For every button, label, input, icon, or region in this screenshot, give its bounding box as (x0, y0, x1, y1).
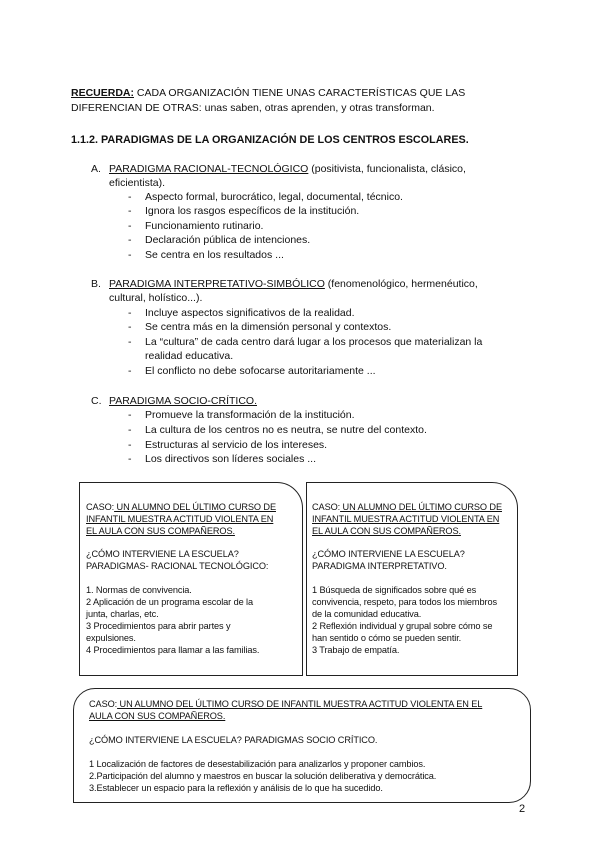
paradigm-c-item: Los directivos son líderes sociales ... (145, 453, 316, 465)
paradigm-a-item: Se centra en los resultados ... (145, 249, 284, 261)
bullet-dash: - (128, 205, 132, 217)
intro-text-1: CADA ORGANIZACIÓN TIENE UNAS CARACTERÍSTICAS QUE LAS (134, 87, 466, 99)
bullet-dash: - (128, 307, 132, 319)
paradigm-b-desc2: cultural, holístico...). (109, 292, 203, 304)
paradigm-c-letter: C. (91, 395, 102, 407)
paradigm-a-item: Ignora los rasgos específicos de la institución. (145, 205, 360, 217)
case-text: UN ALUMNO DEL ÚLTIMO CURSO DE INFANTIL MUESTRA ACTITUD VIOLENTA EN EL (117, 699, 483, 709)
case-box-socio-line: 1 Localización de factores de desestabilización para analizarlos y proponer cambios. (89, 759, 426, 769)
case-label: CASO: (89, 699, 118, 709)
case-box-interpretative-question: ¿CÓMO INTERVIENE LA ESCUELA? (312, 549, 465, 559)
paradigm-a-name: PARADIGMA RACIONAL-TECNOLÓGICO (109, 163, 309, 175)
intro-line-1 (71, 87, 465, 99)
case-text: UN ALUMNO DEL ÚLTIMO CURSO DE (340, 502, 502, 512)
paradigm-a-item: Declaración pública de intenciones. (145, 234, 311, 246)
case-box-rational-paradigm: PARADIGMAS- RACIONAL TECNOLÓGICO: (86, 561, 269, 571)
case-box-interpretative-case-2: INFANTIL MUESTRA ACTITUD VIOLENTA EN (312, 514, 500, 524)
case-box-rational-line: 4 Procedimientos para llamar a las familias. (86, 645, 260, 655)
case-box-interpretative-line: de la comunidad educativa. (312, 609, 422, 619)
bullet-dash: - (128, 439, 132, 451)
paradigm-b-item-cont: realidad educativa. (145, 350, 234, 362)
paradigm-b-desc1: (fenomenológico, hermenéutico, (324, 278, 478, 290)
case-box-interpretative-line: 2 Reflexión individual y grupal sobre cómo se (312, 621, 493, 631)
bullet-dash: - (128, 234, 132, 246)
bullet-dash: - (128, 453, 132, 465)
case-text: UN ALUMNO DEL ÚLTIMO CURSO DE (114, 502, 276, 512)
case-box-interpretative-paradigm: PARADIGMA INTERPRETATIVO. (312, 561, 447, 571)
intro-line-2: DIFERENCIAN DE OTRAS: unas saben, otras aprenden, y otras transforman. (71, 102, 435, 114)
paradigm-a-letter: A. (91, 163, 101, 175)
case-box-socio-question: ¿CÓMO INTERVIENE LA ESCUELA? PARADIGMAS SOCIO CRÍTICO. (89, 735, 378, 745)
paradigm-b-item: Incluye aspectos significativos de la realidad. (145, 307, 355, 319)
page-number: 2 (519, 803, 526, 815)
paradigm-c-name: PARADIGMA SOCIO-CRÍTICO. (109, 395, 257, 407)
paradigm-b-item: La “cultura” de cada centro dará lugar a los procesos que materializan la (145, 336, 483, 348)
case-box-rational-case-2: INFANTIL MUESTRA ACTITUD VIOLENTA EN (86, 514, 274, 524)
paradigm-a-heading (109, 163, 466, 175)
case-label: CASO: (86, 502, 115, 512)
paradigm-c-item: La cultura de los centros no es neutra, se nutre del contexto. (145, 424, 427, 436)
bullet-dash: - (128, 424, 132, 436)
paradigm-b-name: PARADIGMA INTERPRETATIVO-SIMBÓLICO (109, 278, 325, 290)
paradigm-a-item: Funcionamiento rutinario. (145, 220, 264, 232)
case-box-socio-line: 3.Establecer un espacio para la reflexión y análisis de lo que ha sucedido. (89, 783, 383, 793)
bullet-dash: - (128, 249, 132, 261)
bullet-dash: - (128, 220, 132, 232)
paradigm-b-heading (109, 278, 478, 290)
case-box-rational-case-1 (86, 502, 276, 512)
case-box-rational-line: 1. Normas de convivencia. (86, 585, 192, 595)
case-box-rational-line: 3 Procedimientos para abrir partes y (86, 621, 231, 631)
case-box-interpretative-line: han sentido o cómo se pueden sentir. (312, 633, 462, 643)
paradigm-a-desc2: eficientista). (109, 177, 166, 189)
bullet-dash: - (128, 191, 132, 203)
case-box-interpretative-line: 3 Trabajo de empatía. (312, 645, 400, 655)
case-box-interpretative-case-3: EL AULA CON SUS COMPAÑEROS. (312, 526, 461, 536)
case-box-socio-case-2: AULA CON SUS COMPAÑEROS. (89, 711, 226, 721)
paradigm-a-item: Aspecto formal, burocrático, legal, documental, técnico. (145, 191, 403, 203)
paradigm-b-letter: B. (91, 278, 101, 290)
bullet-dash: - (128, 409, 132, 421)
case-box-interpretative-line: convivencia, respeto, para todos los miembros (312, 597, 497, 607)
bullet-dash: - (128, 321, 132, 333)
case-box-rational-line: junta, charlas, etc. (86, 609, 159, 619)
paradigm-c-item: Promueve la transformación de la institución. (145, 409, 355, 421)
case-box-rational-case-3: EL AULA CON SUS COMPAÑEROS. (86, 526, 235, 536)
paradigm-c-item: Estructuras al servicio de los intereses. (145, 439, 328, 451)
recuerda-label: RECUERDA: (71, 87, 134, 99)
bullet-dash: - (128, 336, 132, 348)
case-label: CASO: (312, 502, 341, 512)
case-box-socio-case-1 (89, 699, 482, 709)
case-box-rational-question: ¿CÓMO INTERVIENE LA ESCUELA? (86, 549, 239, 559)
case-box-interpretative-line: 1 Búsqueda de significados sobre qué es (312, 585, 477, 595)
paradigm-b-item: El conflicto no debe sofocarse autoritariamente ... (145, 365, 376, 377)
case-box-rational-line: expulsiones. (86, 633, 136, 643)
case-box-socio-line: 2.Participación del alumno y maestros en buscar la solución deliberativa y democrática. (89, 771, 437, 781)
section-title: 1.1.2. PARADIGMAS DE LA ORGANIZACIÓN DE LOS CENTROS ESCOLARES. (71, 134, 469, 146)
paradigm-b-item: Se centra más en la dimensión personal y contextos. (145, 321, 392, 333)
case-box-interpretative-case-1 (312, 502, 502, 512)
case-box-rational-line: 2 Aplicación de un programa escolar de la (86, 597, 253, 607)
bullet-dash: - (128, 365, 132, 377)
paradigm-a-desc1: (positivista, funcionalista, clásico, (308, 163, 466, 175)
